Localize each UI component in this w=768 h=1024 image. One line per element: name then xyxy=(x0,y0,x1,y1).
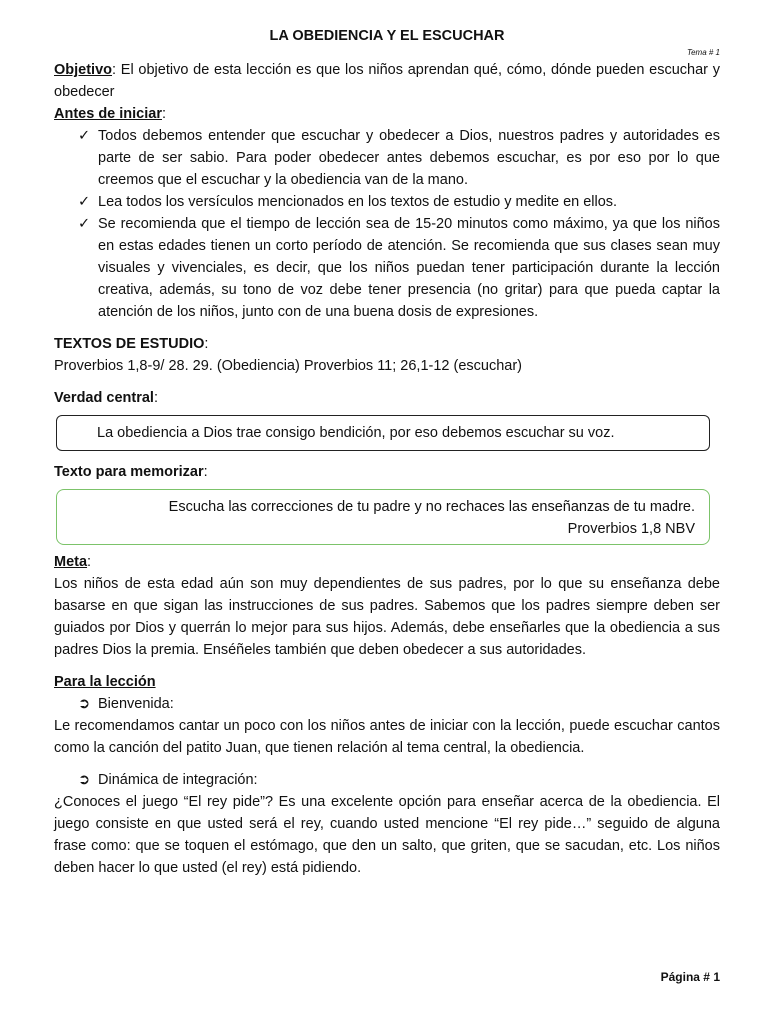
memorizar-heading: Texto para memorizar: xyxy=(54,464,208,480)
meta-text: Los niños de esta edad aún son muy dependientes de sus padres, por lo que su enseñanza debe basarse en que sigan las instrucciones de sus padres. Sabemos que los padres siempre deben ser guiados por Dios y querrán lo mejor para sus hijos. Además, debe enseñarles que la obediencia a sus padres Dios la premia. Enséñeles también que deben obedecer a sus autoridades. xyxy=(54,576,720,658)
antes-label: Antes de iniciar xyxy=(54,106,162,122)
textos-label: TEXTOS DE ESTUDIO xyxy=(54,336,205,352)
textos-heading: TEXTOS DE ESTUDIO: xyxy=(54,336,209,352)
list-item: ✓ Todos debemos entender que escuchar y obedecer a Dios, nuestros padres y autoridades es parte de ser sabio. Para poder obedecer antes debemos escuchar, es por eso por lo que creemos que el escuchar y la obediencia van de la mano. xyxy=(78,125,720,191)
check-icon: ✓ xyxy=(78,216,91,232)
memorizar-verse: Escucha las correcciones de tu padre y no rechaces las enseñanzas de tu madre. xyxy=(168,499,695,515)
objetivo-text: : El objetivo de esta lección es que los niños aprendan qué, cómo, dónde pueden escuchar y obedecer xyxy=(54,62,720,100)
verdad-label: Verdad central xyxy=(54,390,154,406)
arrow-icon: ➲ xyxy=(78,772,91,788)
meta-label: Meta xyxy=(54,554,88,570)
memorizar-label: Texto para memorizar xyxy=(54,464,204,480)
textos-text: Proverbios 1,8-9/ 28. 29. (Obediencia) Proverbios 11; 26,1-12 (escuchar) xyxy=(54,358,523,374)
list-item: ✓ Se recomienda que el tiempo de lección sea de 15-20 minutos como máximo, ya que los niños en estas edades tienen un corto período de atención. Se recomienda que sus clases sean muy visuales y vivenciales, es decir, que los niños puedan tener participación durante la lección creativa, además, su tono de voz debe tener presencia (no gritar) para que pueda captar la atención de los niños, junto con de una buena dosis de expresiones. xyxy=(78,213,720,323)
antes-list xyxy=(54,125,720,323)
verdad-heading: Verdad central: xyxy=(54,390,158,406)
bienvenida-heading: ➲ Bienvenida: xyxy=(54,693,720,715)
memorizar-reference: Proverbios 1,8 NBV xyxy=(567,521,695,537)
leccion-label: Para la lección xyxy=(54,674,156,690)
memorizar-box xyxy=(56,489,710,545)
check-icon: ✓ xyxy=(78,194,91,210)
verdad-box: La obediencia a Dios trae consigo bendición, por eso debemos escuchar su voz. xyxy=(56,415,710,451)
bienvenida-text: Le recomendamos cantar un poco con los niños antes de iniciar con la lección, puede escuchar cantos como la canción del patito Juan, que tienen relación al tema central, la obediencia. xyxy=(54,718,720,756)
tema-number: Tema # 1 xyxy=(686,48,720,57)
page-number: Página # 1 xyxy=(660,970,720,984)
objetivo-label: Objetivo xyxy=(54,62,113,78)
meta-heading: Meta: xyxy=(54,554,92,570)
check-icon: ✓ xyxy=(78,128,91,144)
objetivo-paragraph xyxy=(54,59,720,103)
antes-heading: Antes de iniciar: xyxy=(54,106,167,122)
dinamica-text: ¿Conoces el juego “El rey pide”? Es una excelente opción para enseñar acerca de la obediencia. El juego consiste en que usted será el rey, cuando usted mencione “El rey pide…” seguido de alguna frase como: que se toquen el estómago, que den un salto, que griten, que se sacudan, etc. Los niños deben hacer lo que usted (el rey) está pidiendo. xyxy=(54,794,720,876)
page-title: LA OBEDIENCIA Y EL ESCUCHAR xyxy=(269,28,505,44)
list-item: ✓ Lea todos los versículos mencionados en los textos de estudio y medite en ellos. xyxy=(78,191,720,213)
leccion-heading xyxy=(54,671,720,693)
dinamica-heading: ➲ Dinámica de integración: xyxy=(54,769,720,791)
arrow-icon: ➲ xyxy=(78,696,91,712)
